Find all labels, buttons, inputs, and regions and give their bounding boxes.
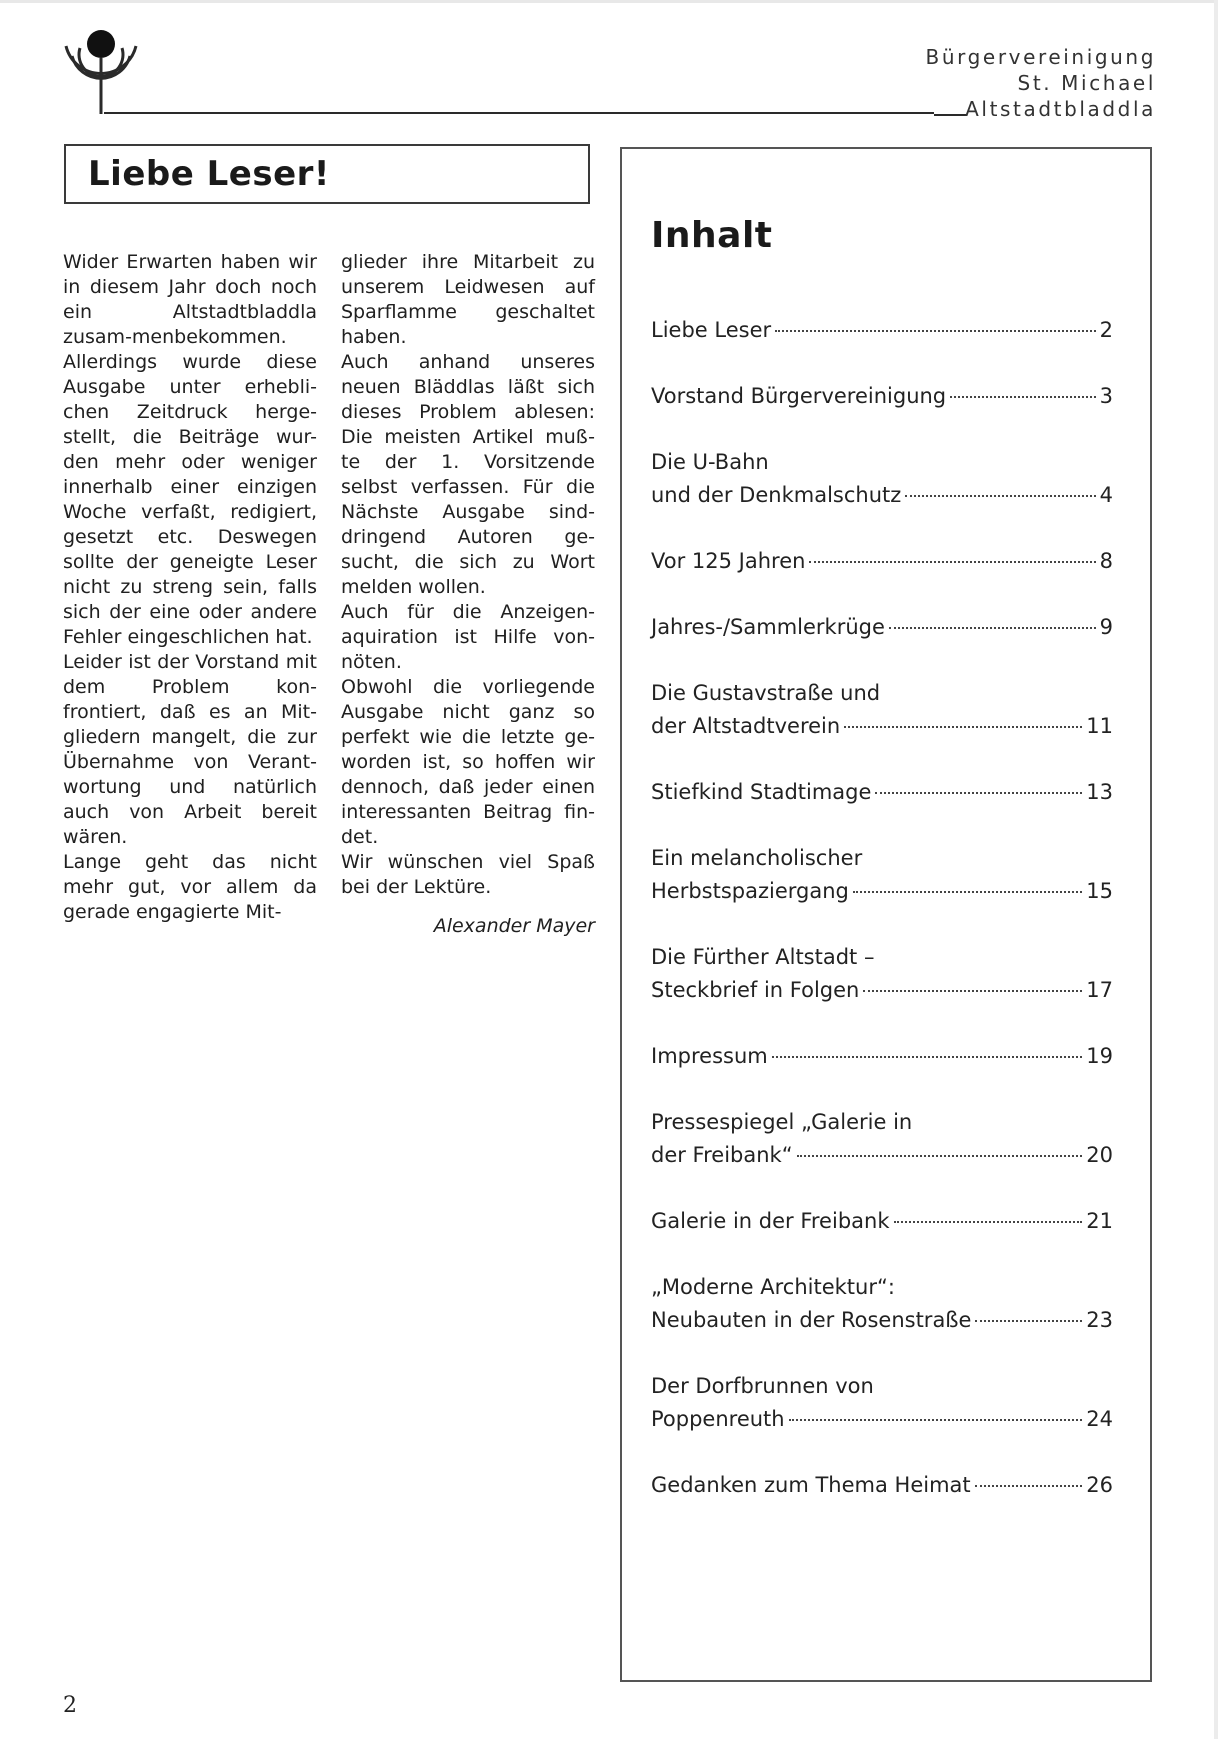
toc-line — [651, 479, 1113, 512]
toc-dot-leader — [863, 990, 1082, 992]
toc-entry-page: 9 — [1099, 615, 1113, 639]
toc-line — [651, 1040, 1113, 1073]
table-of-contents — [620, 147, 1152, 1682]
circle-arc-emblem-icon — [62, 26, 140, 116]
toc-entry-title: Ein melancholischer — [651, 846, 863, 870]
toc-line — [651, 314, 1113, 347]
toc-line — [651, 710, 1113, 743]
toc-entry-page: 26 — [1086, 1473, 1113, 1497]
paragraph: Auch für die Anzeigen-aquiration ist Hilfe von-nöten. — [341, 601, 595, 673]
toc-line — [651, 875, 1113, 908]
toc-dot-leader — [905, 495, 1095, 497]
toc-entry-title: Der Dorfbrunnen von — [651, 1374, 874, 1398]
toc-entry-title: und der Denkmalschutz — [651, 483, 902, 507]
toc-entry-title: Stiefkind Stadtimage — [651, 780, 872, 804]
toc-entry — [651, 842, 1113, 908]
paragraph: Obwohl die vorliegende Ausgabe nicht ganz so perfekt wie die letzte ge-worden ist, so hoffen wir dennoch, daß jeder einen interessanten Beitrag fin-det. — [341, 676, 595, 848]
toc-entry — [651, 314, 1113, 347]
toc-dot-leader — [789, 1419, 1083, 1421]
org-line: Bürgervereinigung — [925, 45, 1156, 69]
toc-dot-leader — [889, 627, 1096, 629]
toc-entry — [651, 380, 1113, 413]
paragraph: Auch anhand unseres neuen Bläddlas läßt sich dieses Problem ablesen: Die meisten Artikel muß-te der 1. Vorsitzende selbst verfassen. Für die Nächste Ausgabe sind-dringend Autoren ge-sucht, die sich zu Wort melden wollen. — [341, 351, 595, 598]
toc-dot-leader — [772, 1056, 1083, 1058]
org-line: St. Michael — [1017, 71, 1156, 95]
toc-line — [651, 1469, 1113, 1502]
toc-entry-page: 13 — [1086, 780, 1113, 804]
toc-entry-page: 15 — [1086, 879, 1113, 903]
toc-line — [651, 1370, 1113, 1403]
toc-entry-title: der Altstadtverein — [651, 714, 841, 738]
toc-line — [651, 941, 1113, 974]
toc-entry — [651, 1106, 1113, 1172]
toc-entry — [651, 545, 1113, 578]
toc-entry-title: der Freibank“ — [651, 1143, 793, 1167]
toc-dot-leader — [975, 1320, 1082, 1322]
toc-entry-title: „Moderne Architektur“: — [651, 1275, 895, 1299]
toc-entry-page: 23 — [1086, 1308, 1113, 1332]
toc-line — [651, 446, 1113, 479]
toc-entry — [651, 1271, 1113, 1337]
toc-entry-page: 3 — [1099, 384, 1113, 408]
toc-line — [651, 842, 1113, 875]
paragraph: Lange geht das nicht mehr gut, vor allem da gerade engagierte Mit- — [63, 851, 317, 923]
toc-dot-leader — [894, 1221, 1083, 1223]
article-title-box — [64, 144, 590, 204]
toc-entry-title: Galerie in der Freibank — [651, 1209, 890, 1233]
paragraph: Leider ist der Vorstand mit dem Problem kon-frontiert, daß es an Mit-gliedern mangelt, die zur Übernahme von Verant-wortung und natürlich auch von Arbeit bereit wären. — [63, 651, 317, 848]
article-column-1 — [63, 250, 317, 925]
toc-entry-title: Die Fürther Altstadt – — [651, 945, 875, 969]
toc-entry-page: 19 — [1086, 1044, 1113, 1068]
toc-entry-title: Impressum — [651, 1044, 768, 1068]
toc-dot-leader — [844, 726, 1082, 728]
toc-entry-title: Poppenreuth — [651, 1407, 785, 1431]
toc-entry-title: Die Gustavstraße und — [651, 681, 881, 705]
toc-entry — [651, 776, 1113, 809]
toc-line — [651, 380, 1113, 413]
toc-entry-page: 4 — [1099, 483, 1113, 507]
toc-entry-page: 24 — [1086, 1407, 1113, 1431]
toc-entry — [651, 941, 1113, 1007]
toc-entry-title: Jahres-/Sammlerkrüge — [651, 615, 885, 639]
toc-dot-leader — [853, 891, 1082, 893]
toc-entry — [651, 677, 1113, 743]
page-edge — [1214, 0, 1218, 1739]
page-number: 2 — [63, 1693, 77, 1718]
toc-dot-leader — [975, 1485, 1083, 1487]
article-title: Liebe Leser! — [88, 154, 330, 194]
toc-entry — [651, 446, 1113, 512]
toc-entry-title: Liebe Leser — [651, 318, 772, 342]
toc-line — [651, 1304, 1113, 1337]
toc-line — [651, 611, 1113, 644]
toc-entry-page: 8 — [1099, 549, 1113, 573]
toc-entry-title: Pressespiegel „Galerie in — [651, 1110, 913, 1134]
paragraph: Wider Erwarten haben wir in diesem Jahr doch noch ein Altstadtbladdla zusam-menbekommen. — [63, 251, 317, 348]
paragraph: Wir wünschen viel Spaß bei der Lektüre. — [341, 851, 595, 898]
toc-entry-page: 20 — [1086, 1143, 1113, 1167]
toc-entry — [651, 1040, 1113, 1073]
toc-line — [651, 677, 1113, 710]
paragraph: glieder ihre Mitarbeit zu unserem Leidwesen auf Sparflamme geschaltet haben. — [341, 251, 595, 348]
toc-entry-page: 17 — [1086, 978, 1113, 1002]
toc-list — [651, 314, 1113, 1535]
toc-line — [651, 1271, 1113, 1304]
toc-entry-page: 2 — [1099, 318, 1113, 342]
toc-entry — [651, 1370, 1113, 1436]
toc-entry — [651, 1205, 1113, 1238]
toc-entry-page: 21 — [1086, 1209, 1113, 1233]
paragraph: Allerdings wurde diese Ausgabe unter erhebli-chen Zeitdruck herge-stellt, die Beiträge wur-den mehr oder weniger innerhalb einer einzigen Woche verfaßt, redigiert, gesetzt etc. Deswegen sollte der geneigte Leser nicht zu streng sein, falls sich der eine oder andere Fehler eingeschlichen hat. — [63, 351, 317, 648]
toc-entry-page: 11 — [1086, 714, 1113, 738]
toc-entry-title: Neubauten in der Rosenstraße — [651, 1308, 972, 1332]
toc-line — [651, 776, 1113, 809]
toc-line — [651, 1139, 1113, 1172]
toc-entry — [651, 611, 1113, 644]
article-column-2 — [341, 250, 595, 939]
toc-entry-title: Herbstspaziergang — [651, 879, 849, 903]
toc-dot-leader — [809, 561, 1095, 563]
toc-line — [651, 1106, 1113, 1139]
author-signature: Alexander Mayer — [433, 915, 595, 937]
toc-entry-title: Vor 125 Jahren — [651, 549, 806, 573]
toc-dot-leader — [875, 792, 1082, 794]
toc-line — [651, 1205, 1113, 1238]
page-edge — [0, 0, 1218, 3]
toc-entry-title: Gedanken zum Thema Heimat — [651, 1473, 971, 1497]
toc-entry-title: Steckbrief in Folgen — [651, 978, 860, 1002]
organization-name — [926, 44, 1156, 122]
toc-line — [651, 974, 1113, 1007]
toc-entry-title: Die U-Bahn — [651, 450, 769, 474]
toc-dot-leader — [775, 330, 1096, 332]
toc-entry — [651, 1469, 1113, 1502]
toc-dot-leader — [950, 396, 1095, 398]
toc-entry-title: Vorstand Bürgervereinigung — [651, 384, 947, 408]
toc-heading: Inhalt — [651, 215, 773, 256]
header-rule — [104, 112, 934, 114]
toc-line — [651, 545, 1113, 578]
toc-dot-leader — [797, 1155, 1083, 1157]
toc-line — [651, 1403, 1113, 1436]
org-line: Altstadtbladdla — [965, 97, 1156, 121]
